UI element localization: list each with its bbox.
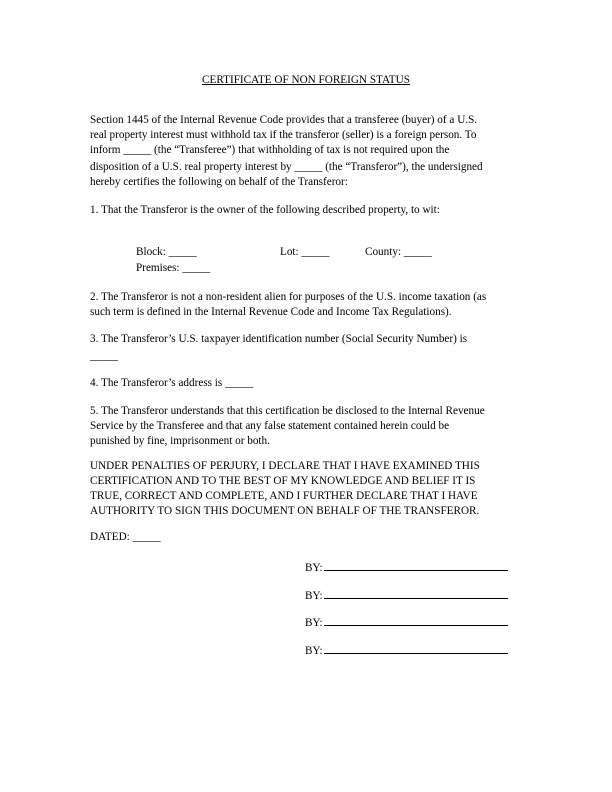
declaration-line: UNDER PENALTIES OF PERJURY, I DECLARE THAT I HAVE EXAMINED THIS xyxy=(90,460,480,472)
item-2-line: 2. The Transferor is not a non-resident alien for purposes of the U.S. income taxation (as xyxy=(90,291,487,303)
item-3-line: _____ xyxy=(90,350,118,362)
item-2-non-resident xyxy=(90,290,522,320)
perjury-declaration xyxy=(90,459,522,519)
declaration-line: TRUE, CORRECT AND COMPLETE, AND I FURTHER DECLARE THAT I HAVE xyxy=(90,490,478,502)
block-field: Block: _____ xyxy=(136,246,197,258)
premises-field: Premises: _____ xyxy=(136,262,211,274)
signature-row-3 xyxy=(305,614,508,631)
signature-label: BY: xyxy=(305,617,323,629)
signature-label: BY: xyxy=(305,562,323,574)
item-4-text: 4. The Transferor’s address is _____ xyxy=(90,377,254,389)
signature-label: BY: xyxy=(305,590,323,602)
signature-label: BY: xyxy=(305,645,323,657)
signature-row-4 xyxy=(305,642,508,659)
item-5-line: punished by fine, imprisonment or both. xyxy=(90,435,270,447)
signature-line[interactable] xyxy=(324,559,508,571)
item-5-line: Service by the Transferee and that any false statement contained herein could be xyxy=(90,420,450,432)
intro-line: real property interest must withhold tax if the transferor (seller) is a foreign person. To xyxy=(90,129,477,141)
document-title: CERTIFICATE OF NON FOREIGN STATUS xyxy=(202,74,410,86)
declaration-line: CERTIFICATION AND TO THE BEST OF MY KNOWLEDGE AND BELIEF IT IS xyxy=(90,475,476,487)
dated-text: DATED: _____ xyxy=(90,531,161,543)
intro-line: inform _____ (the “Transferee”) that withholding of tax is not required upon the xyxy=(90,144,450,156)
intro-line: disposition of a U.S. real property interest by _____ (the “Transferor”), the undersigned xyxy=(90,161,483,173)
signature-row-2 xyxy=(305,587,508,604)
item-1-text: 1. That the Transferor is the owner of the following described property, to wit: xyxy=(90,204,440,216)
item-5-line: 5. The Transferor understands that this certification be disclosed to the Internal Revenue xyxy=(90,405,485,417)
county-field: County: _____ xyxy=(365,246,432,258)
intro-line: hereby certifies the following on behalf of the Transferor: xyxy=(90,176,348,188)
declaration-line: AUTHORITY TO SIGN THIS DOCUMENT ON BEHALF OF THE TRANSFEROR. xyxy=(90,505,480,517)
signature-line[interactable] xyxy=(324,587,508,599)
item-3-line: 3. The Transferor’s U.S. taxpayer identification number (Social Security Number) is xyxy=(90,333,468,345)
item-3-taxpayer-id xyxy=(90,332,522,364)
intro-paragraph xyxy=(90,113,522,190)
lot-field: Lot: _____ xyxy=(280,246,330,258)
item-5-disclosure xyxy=(90,404,522,449)
signature-row-1 xyxy=(305,559,508,576)
signature-line[interactable] xyxy=(324,642,508,654)
item-1-owner xyxy=(90,203,522,218)
intro-line: Section 1445 of the Internal Revenue Code provides that a transferee (buyer) of a U.S. xyxy=(90,114,478,126)
dated-field xyxy=(90,530,522,545)
signature-line[interactable] xyxy=(324,614,508,626)
item-4-address xyxy=(90,376,522,391)
item-2-line: such term is defined in the Internal Revenue Code and Income Tax Regulations). xyxy=(90,306,452,318)
